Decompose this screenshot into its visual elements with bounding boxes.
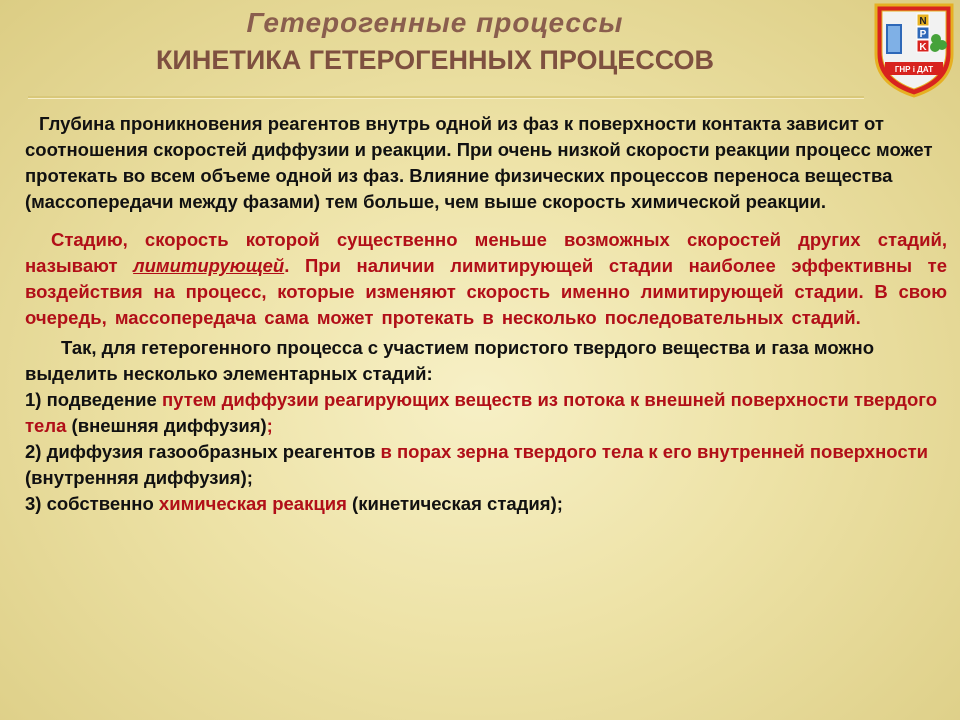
paragraph-porous-solid-stages: Так, для гетерогенного процесса с участием пористого твердого вещества и газа можно выделить несколько элементарных стадий: [25, 337, 875, 384]
slide-header [0, 0, 870, 100]
stage-item-1-highlight: путем диффузии реагирующих веществ из потока к внешней поверхности твердого тела [25, 389, 938, 436]
limiting-term: лимитирующей [133, 255, 285, 276]
emblem-letter-k: K [919, 42, 927, 53]
paragraph-limiting-stage [25, 227, 947, 331]
college-emblem-icon [873, 2, 955, 98]
emblem-caption: ГНР і ДАТ [894, 65, 934, 74]
slide-title: КИНЕТИКА ГЕТЕРОГЕННЫХ ПРОЦЕССОВ [155, 45, 715, 75]
header-divider [28, 96, 864, 99]
slide-body [25, 111, 947, 517]
emblem-letter-n: N [919, 16, 927, 27]
paragraph-penetration-depth: Глубина проникновения реагентов внутрь одной из фаз к поверхности контакта зависит от соотношения скоростей диффузии и реакции. При очень низкой скорости реакции процесс может протекать во всем объеме одной из фаз. Влияние физических процессов переноса вещества (массопередачи между фазами) тем больше, чем выше скорость химической реакции. [25, 113, 933, 212]
stage-item-2: 2) диффузия газообразных реагентов в порах зерна твердого тела к его внутренней поверхности (внутренняя диффузия); [25, 441, 929, 488]
stage-item-2-highlight: в порах зерна твердого тела к его внутренней поверхности [380, 441, 929, 462]
limiting-stage-text-before: Стадию, скорость которой существенно меньше возможных скоростей других стадий, называют [25, 229, 947, 276]
limiting-stage-text-after: . При наличии лимитирующей стадии наиболее эффективны те воздействия на процесс, которые изменяют скорость именно лимитирующей стадии. В свою очередь, массопередача сама может протекать в несколько последовательных стадий. [25, 255, 947, 328]
emblem-letter-p: P [919, 29, 927, 40]
stage-item-3: 3) собственно химическая реакция (кинетическая стадия); [25, 493, 563, 514]
stage-item-3-highlight: химическая реакция [158, 493, 347, 514]
slide-subtitle: Гетерогенные процессы [246, 7, 624, 38]
stage-item-1: 1) подведение путем диффузии реагирующих веществ из потока к внешней поверхности твердого тела (внешняя диффузия); [25, 389, 938, 436]
